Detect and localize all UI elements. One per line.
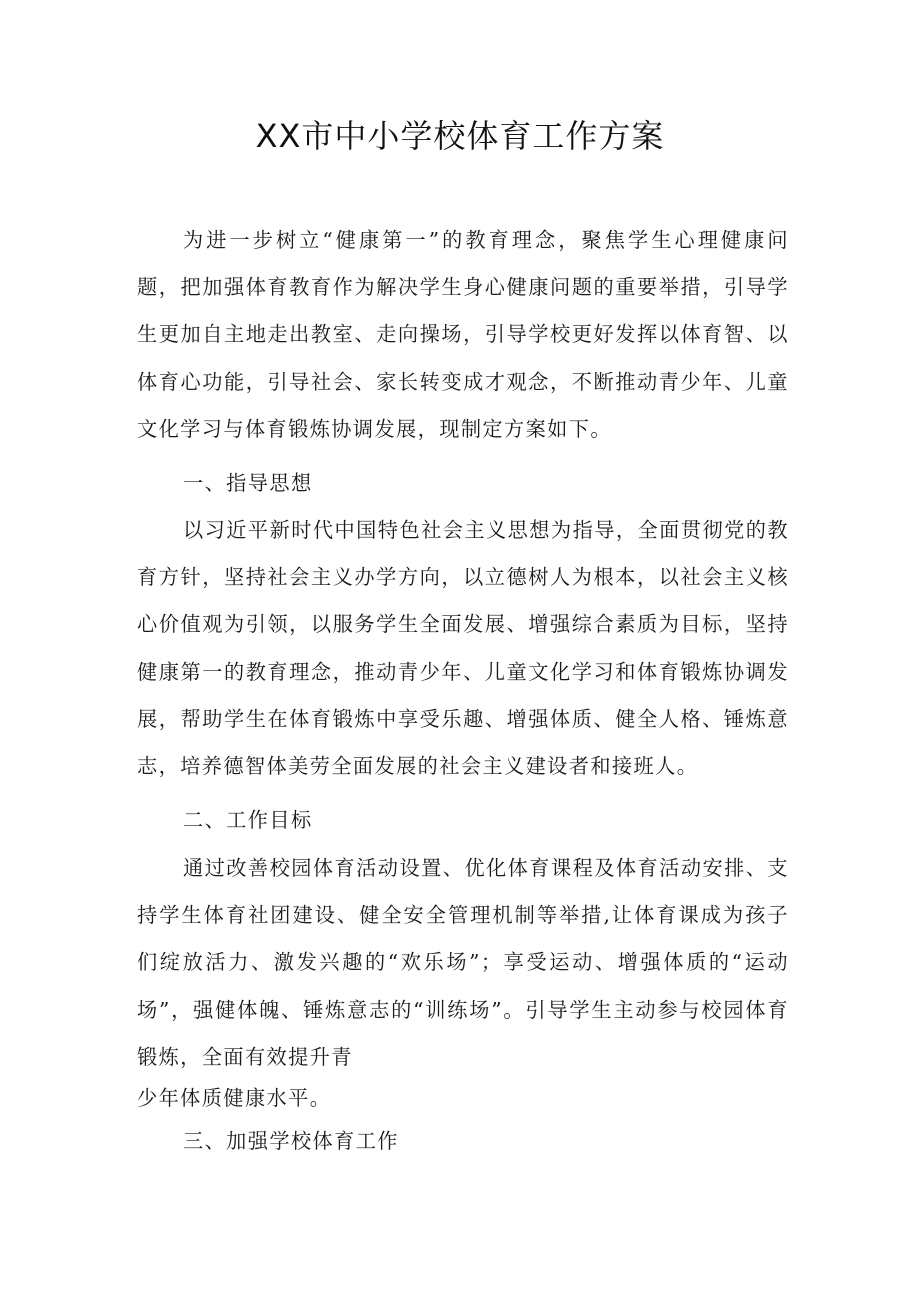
section-heading-guiding-ideology: 一、指导思想	[183, 471, 313, 495]
work-goals-paragraph-tail: 少年体质健康水平。	[137, 1086, 332, 1110]
intro-paragraph: 为进一步树立“健康第一”的教育理念，聚焦学生心理健康问题，把加强体育教育作为解决学生身心健康问题的重要举措，引导学生更加自主地走出教室、走向操场，引导学校更好发挥以体育智、以体育心功能，引导社会、家长转变成才观念，不断推动青少年、儿童文化学习与体育锻炼协调发展，现制定方案如下。	[137, 228, 789, 441]
work-goals-paragraph	[137, 845, 789, 1081]
work-goals-body: 通过改善校园体育活动设置、优化体育课程及体育活动安排、支持学生体育社团建设、健全安全管理机制等举措,让体育课成为孩子们绽放活力、激发兴趣的“欢乐场”；享受运动、增强体质的“运动场”，强健体魄、锤炼意志的“训练场”。引导学生主动参与校园体育锻炼，全面有效提升青	[137, 856, 789, 1069]
section-heading-strengthen-pe: 三、加强学校体育工作	[183, 1129, 399, 1153]
section-heading-work-goals: 二、工作目标	[183, 808, 313, 832]
document-title: XX市中小学校体育工作方案	[255, 117, 665, 155]
guiding-ideology-paragraph: 以习近平新时代中国特色社会主义思想为指导，全面贯彻党的教育方针，坚持社会主义办学方向，以立德树人为根本，以社会主义核心价值观为引领，以服务学生全面发展、增强综合素质为目标，坚持健康第一的教育理念，推动青少年、儿童文化学习和体育锻炼协调发展，帮助学生在体育锻炼中享受乐趣、增强体质、健全人格、锤炼意志，培养德智体美劳全面发展的社会主义建设者和接班人。	[137, 518, 789, 779]
